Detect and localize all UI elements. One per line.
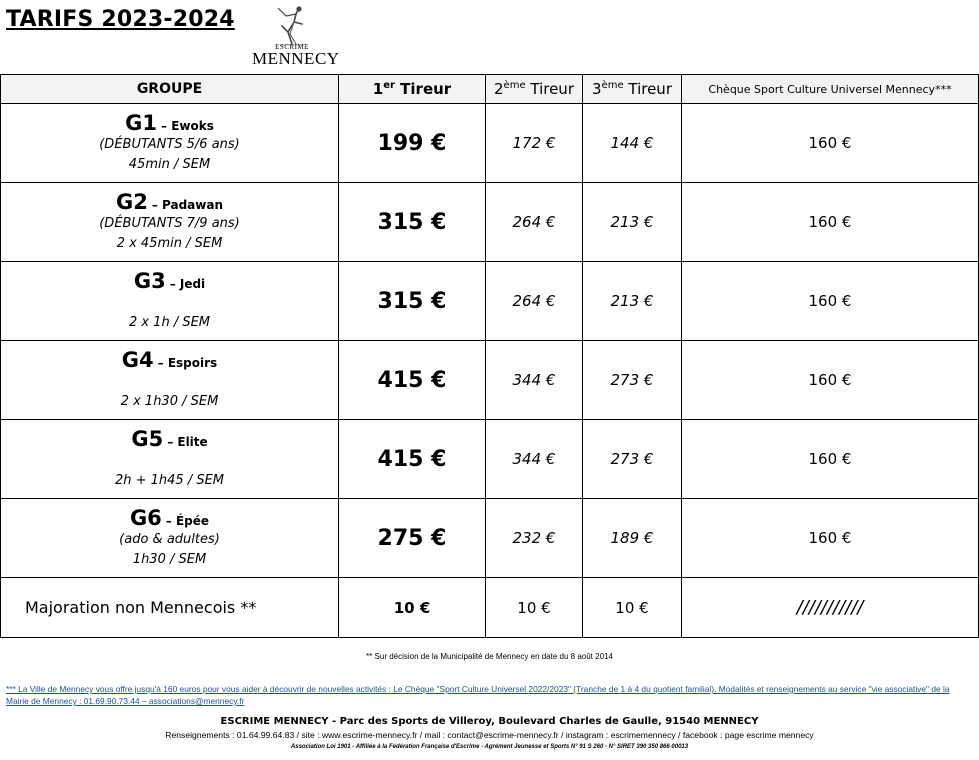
price-cheque: 160 € <box>682 104 979 183</box>
price-tireur-2: 264 € <box>486 262 583 341</box>
majoration-cheque: /////////// <box>682 578 979 638</box>
group-name: – Jedi <box>169 277 206 291</box>
price-tireur-3: 144 € <box>583 104 682 183</box>
group-name: – Padawan <box>151 198 224 212</box>
group-detail-2: 2 x 45min / SEM <box>116 236 223 251</box>
table-row <box>1 499 979 578</box>
header-cheque: Chèque Sport Culture Universel Mennecy*** <box>682 75 979 104</box>
group-detail-1: (DÉBUTANTS 5/6 ans) <box>99 137 240 152</box>
group-name: – Épée <box>165 514 210 528</box>
table-row <box>1 420 979 499</box>
price-tireur-2: 344 € <box>486 420 583 499</box>
price-tireur-1: 315 € <box>339 183 486 262</box>
group-detail-2: 45min / SEM <box>128 157 211 172</box>
group-cell <box>1 341 339 420</box>
group-cell <box>1 183 339 262</box>
header-tireur-1: 1er Tireur <box>339 75 486 104</box>
price-cheque: 160 € <box>682 341 979 420</box>
price-tireur-3: 189 € <box>583 499 682 578</box>
price-cheque: 160 € <box>682 499 979 578</box>
group-detail-2: 2 x 1h30 / SEM <box>120 394 219 409</box>
group-detail-1: (DÉBUTANTS 7/9 ans) <box>99 216 240 231</box>
footnote-majoration: ** Sur décision de la Municipalité de Mennecy en date du 8 août 2014 <box>366 652 613 661</box>
price-tireur-1: 275 € <box>339 499 486 578</box>
group-cell <box>1 262 339 341</box>
group-detail-2: 1h30 / SEM <box>132 552 207 567</box>
group-detail-1: (ado & adultes) <box>119 532 220 547</box>
group-detail-1 <box>1 451 338 471</box>
group-code: G5 <box>131 427 164 451</box>
club-logo <box>252 4 340 72</box>
price-tireur-1: 199 € <box>339 104 486 183</box>
club-contact: Renseignements : 01.64.99.64.83 / site : www.escrime-mennecy.fr / mail : contact@escrime-mennecy.fr / instagram : escrimemennecy / facebook : page escrime mennecy <box>165 730 814 740</box>
price-cheque: 160 € <box>682 420 979 499</box>
fencer-icon <box>252 4 332 48</box>
header-groupe: GROUPE <box>1 75 339 104</box>
group-code: G1 <box>125 111 158 135</box>
group-cell <box>1 499 339 578</box>
price-tireur-3: 273 € <box>583 420 682 499</box>
tarifs-table <box>0 74 979 638</box>
table-row <box>1 341 979 420</box>
header-tireur-3: 3ème Tireur <box>583 75 682 104</box>
group-name: – Elite <box>167 435 208 449</box>
logo-big-text: MENNECY <box>252 49 340 68</box>
majoration-tireur-3: 10 € <box>583 578 682 638</box>
price-tireur-3: 213 € <box>583 262 682 341</box>
majoration-tireur-1: 10 € <box>339 578 486 638</box>
majoration-row <box>1 578 979 638</box>
table-row <box>1 104 979 183</box>
majoration-label: Majoration non Mennecois ** <box>1 578 339 638</box>
price-cheque: 160 € <box>682 183 979 262</box>
group-code: G4 <box>121 348 154 372</box>
group-cell <box>1 420 339 499</box>
footnote-cheque: *** La Ville de Mennecy vous offre jusqu'à 160 euros pour vous aider à découvrir de nouvelles activités : Le Chèque "Sport Culture Universel 2022/2023" (Tranche de 1 à 4 du quotient familial). Modalités et renseignements au service "vie associative" de la Mairie de Mennecy : 01.69.90.73.44 – associations@mennecy.fr <box>6 684 950 706</box>
price-tireur-2: 344 € <box>486 341 583 420</box>
group-code: G2 <box>115 190 148 214</box>
price-tireur-2: 172 € <box>486 104 583 183</box>
header-tireur-2: 2ème Tireur <box>486 75 583 104</box>
logo-small-text: ESCRIME <box>275 43 309 51</box>
club-address: ESCRIME MENNECY - Parc des Sports de Villeroy, Boulevard Charles de Gaulle, 91540 MENNECY <box>220 716 759 727</box>
price-cheque: 160 € <box>682 262 979 341</box>
majoration-tireur-2: 10 € <box>486 578 583 638</box>
table-row <box>1 183 979 262</box>
price-tireur-1: 415 € <box>339 420 486 499</box>
price-tireur-3: 273 € <box>583 341 682 420</box>
group-name: – Ewoks <box>161 119 214 133</box>
price-tireur-2: 232 € <box>486 499 583 578</box>
group-detail-2: 2h + 1h45 / SEM <box>114 473 225 488</box>
price-tireur-1: 415 € <box>339 341 486 420</box>
group-code: G6 <box>129 506 162 530</box>
group-code: G3 <box>133 269 166 293</box>
group-detail-1 <box>1 293 338 313</box>
group-cell <box>1 104 339 183</box>
table-row <box>1 262 979 341</box>
page-title: TARIFS 2023-2024 <box>6 7 235 32</box>
price-tireur-3: 213 € <box>583 183 682 262</box>
price-tireur-1: 315 € <box>339 262 486 341</box>
price-tireur-2: 264 € <box>486 183 583 262</box>
table-header-row <box>1 75 979 104</box>
group-name: – Espoirs <box>157 356 218 370</box>
group-detail-1 <box>1 372 338 392</box>
legal-mentions: Association Loi 1901 - Affiliée à la Fédération Française d'Escrime - Agrément Jeunesse et Sports N° 91 S 260 - N° SIRET 390 350 866 00013 <box>290 744 689 750</box>
group-detail-2: 2 x 1h / SEM <box>128 315 211 330</box>
